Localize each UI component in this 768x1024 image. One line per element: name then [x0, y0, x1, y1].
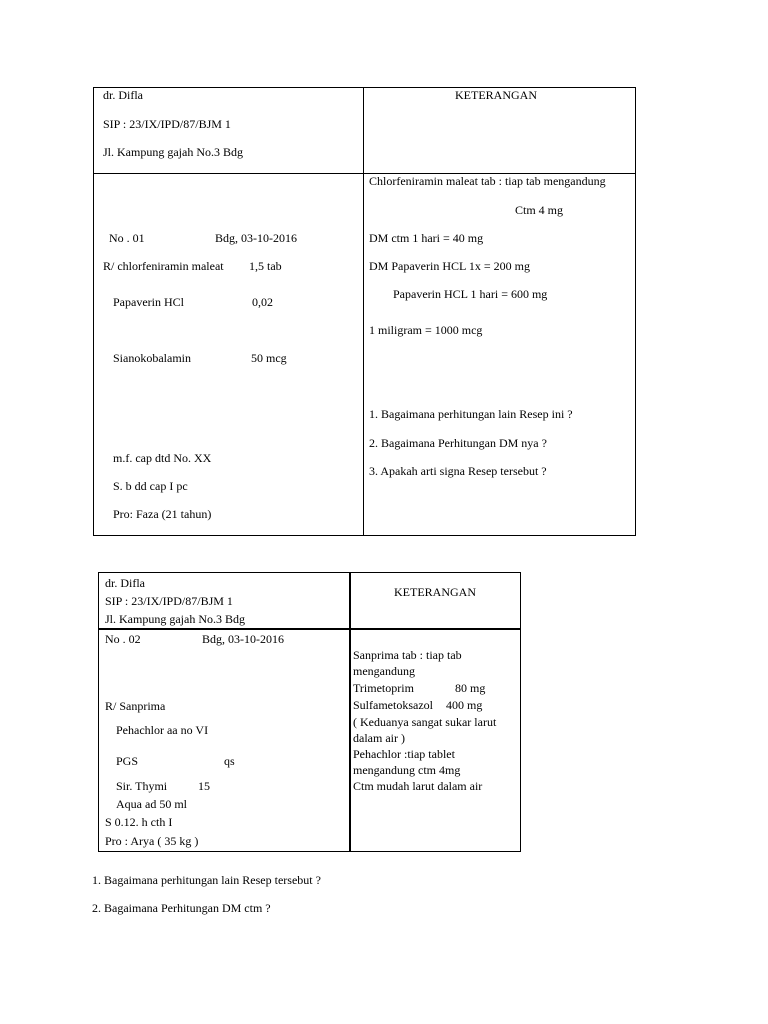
- recipe2-pgs: PGS: [116, 754, 139, 768]
- recipe2-sip: SIP : 23/IX/IPD/87/BJM 1: [105, 594, 233, 608]
- recipe1-question: 3. Apakah arti signa Resep tersebut ?: [369, 464, 547, 478]
- recipe1-item-name: Sianokobalamin: [113, 351, 191, 365]
- recipe1-signa: S. b dd cap I pc: [113, 479, 188, 493]
- recipe1-item-qty: 1,5 tab: [249, 259, 282, 273]
- recipe2-doctor: dr. Difla: [105, 576, 145, 590]
- recipe1-note: 1 miligram = 1000 mcg: [369, 323, 483, 337]
- recipe2-note: 400 mg: [446, 698, 483, 712]
- recipe1-note: Ctm 4 mg: [515, 203, 564, 217]
- recipe1-no: No . 01: [109, 231, 145, 245]
- recipe2-note: 80 mg: [455, 681, 486, 695]
- recipe2-no: No . 02: [105, 632, 141, 646]
- recipe1-question: 1. Bagaimana perhitungan lain Resep ini ?: [369, 407, 573, 421]
- recipe1-address: Jl. Kampung gajah No.3 Bdg: [103, 145, 243, 159]
- recipe2-signa: S 0.12. h cth I: [105, 815, 173, 829]
- recipe1-divider-vertical: [363, 87, 364, 535]
- recipe2-thymi: Sir. Thymi: [116, 779, 168, 793]
- recipe1-note: Papaverin HCL 1 hari = 600 mg: [393, 287, 548, 301]
- recipe2-r: R/ Sanprima: [105, 699, 166, 713]
- recipe2-pro: Pro : Arya ( 35 kg ): [105, 834, 199, 848]
- recipe1-item-qty: 0,02: [252, 295, 273, 309]
- recipe1-pro: Pro: Faza (21 tahun): [113, 507, 212, 521]
- recipe1-item-name: Papaverin HCl: [113, 295, 184, 309]
- recipe2-divider-horizontal: [98, 628, 521, 630]
- recipe2-note: mengandung: [353, 664, 415, 678]
- recipe2-note: Sulfametoksazol: [353, 698, 433, 712]
- recipe2-note: Trimetoprim: [353, 681, 414, 695]
- recipe1-header-keterangan: KETERANGAN: [455, 88, 537, 102]
- recipe2-address: Jl. Kampung gajah No.3 Bdg: [105, 612, 245, 626]
- recipe2-note: ( Keduanya sangat sukar larut: [353, 715, 497, 729]
- recipe1-note: DM ctm 1 hari = 40 mg: [369, 231, 484, 245]
- recipe2-thymi-qty: 15: [198, 779, 210, 793]
- recipe1-note: Chlorfeniramin maleat tab : tiap tab mengandung: [369, 174, 606, 188]
- recipe1-doctor: dr. Difla: [103, 88, 143, 102]
- recipe1-item-name: R/ chlorfeniramin maleat: [103, 259, 224, 273]
- recipe1-item-qty: 50 mcg: [251, 351, 287, 365]
- recipe2-pehachlor: Pehachlor aa no VI: [116, 723, 209, 737]
- recipe2-note: Sanprima tab : tiap tab: [353, 648, 462, 662]
- recipe2-date: Bdg, 03-10-2016: [202, 632, 284, 646]
- recipe2-pgs-qty: qs: [224, 754, 235, 768]
- bottom-question: 1. Bagaimana perhitungan lain Resep tersebut ?: [92, 873, 321, 887]
- recipe2-note: Ctm mudah larut dalam air: [353, 779, 483, 793]
- recipe2-note: Pehachlor :tiap tablet: [353, 747, 455, 761]
- recipe1-date: Bdg, 03-10-2016: [215, 231, 297, 245]
- recipe2-header-keterangan: KETERANGAN: [394, 585, 476, 599]
- recipe1-mf: m.f. cap dtd No. XX: [113, 451, 212, 465]
- recipe2-divider-vertical: [349, 572, 351, 852]
- recipe2-aqua: Aqua ad 50 ml: [116, 797, 187, 811]
- recipe2-note: mengandung ctm 4mg: [353, 763, 461, 777]
- recipe2-note: dalam air ): [353, 731, 405, 745]
- recipe1-sip: SIP : 23/IX/IPD/87/BJM 1: [103, 117, 231, 131]
- recipe1-question: 2. Bagaimana Perhitungan DM nya ?: [369, 436, 547, 450]
- bottom-question: 2. Bagaimana Perhitungan DM ctm ?: [92, 901, 271, 915]
- recipe1-note: DM Papaverin HCL 1x = 200 mg: [369, 259, 530, 273]
